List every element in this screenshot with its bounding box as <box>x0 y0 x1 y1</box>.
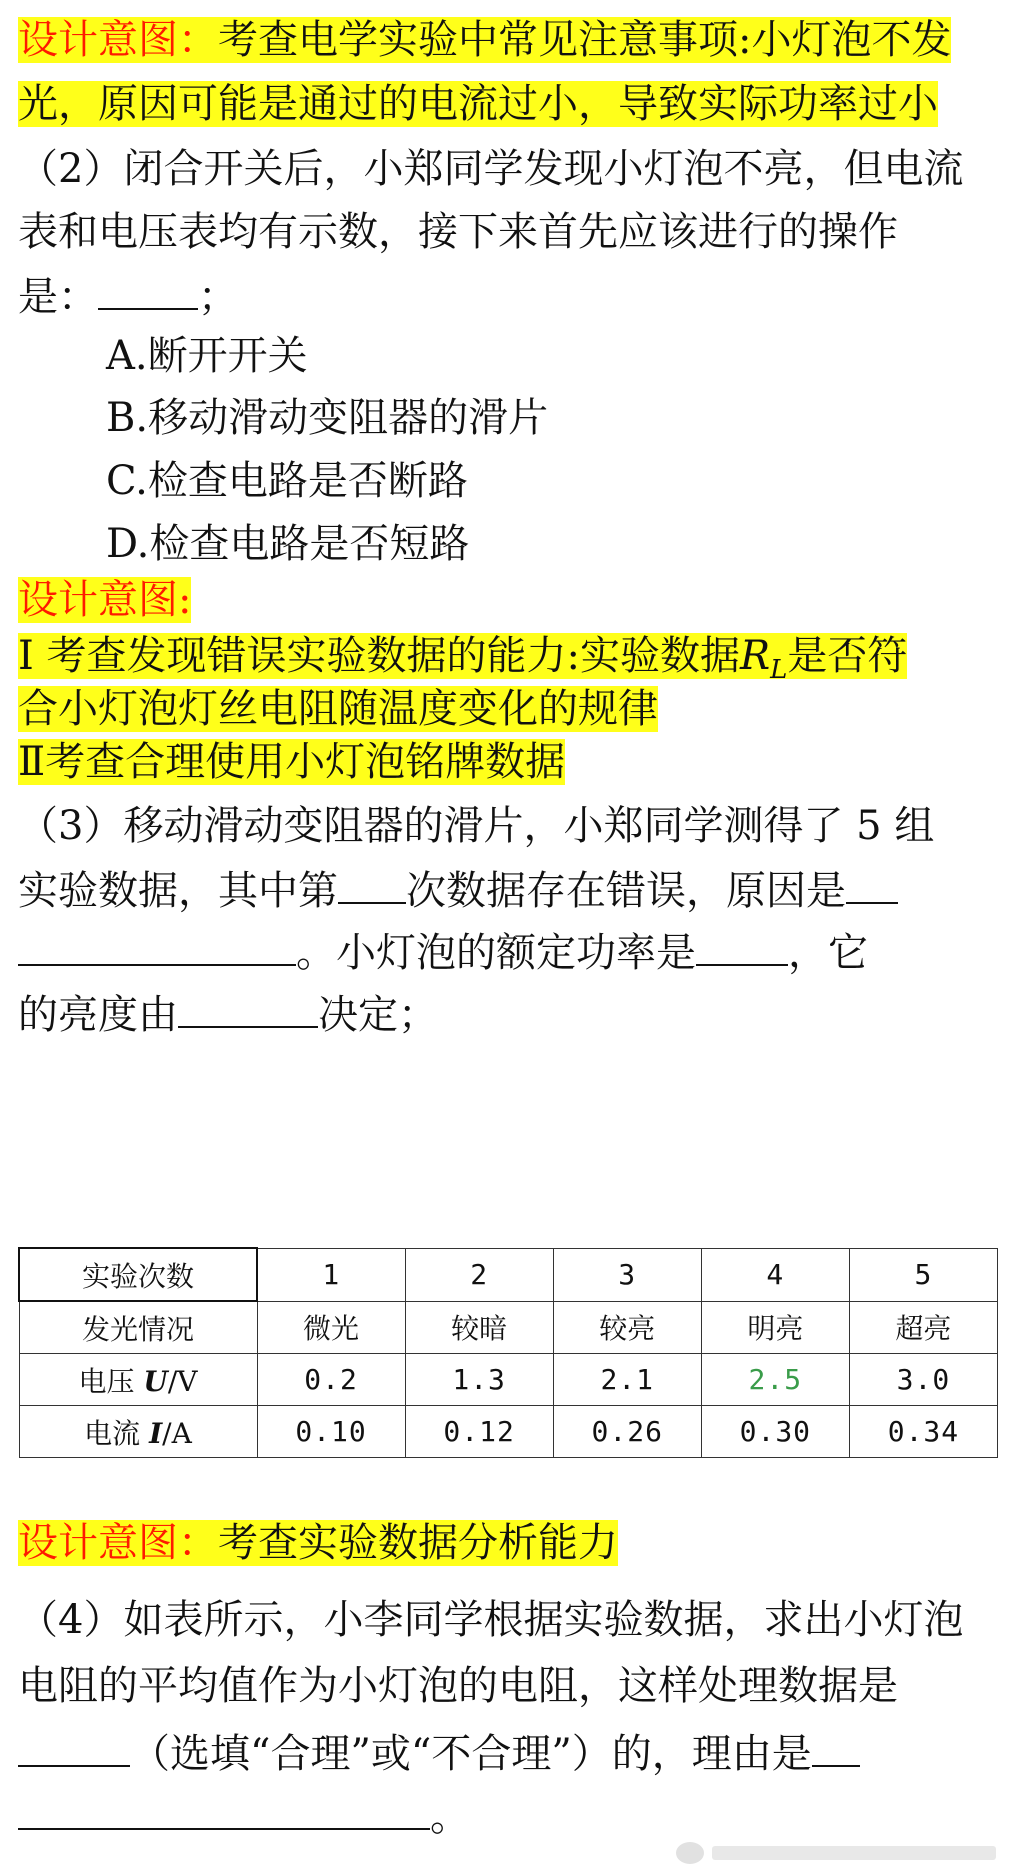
option-c[interactable]: C.检查电路是否断路 <box>106 458 468 504</box>
q3-intent-item1-line2 <box>18 683 658 735</box>
answer-blank[interactable] <box>18 1788 430 1830</box>
watermark-text-blur <box>712 1846 996 1860</box>
q3-text: 的亮度由 <box>18 992 178 1038</box>
table-row-label <box>19 1406 257 1458</box>
answer-blank[interactable] <box>98 268 198 310</box>
q4-line3 <box>18 1725 860 1780</box>
table-cell-highlighted: 2.5 <box>701 1354 849 1406</box>
answer-blank[interactable] <box>18 924 296 966</box>
table-row <box>19 1301 998 1354</box>
option-a[interactable]: A.断开开关 <box>106 333 308 379</box>
table-cell: 5 <box>849 1248 997 1301</box>
table-cell: 0.10 <box>257 1406 405 1458</box>
intent-label: 设计意图： <box>18 17 218 63</box>
q4-intent-line <box>18 1517 618 1569</box>
q4-line4 <box>18 1788 470 1843</box>
q3-text: ，它 <box>788 930 868 976</box>
answer-blank[interactable] <box>18 1725 130 1767</box>
label-unit: /A <box>162 1416 192 1450</box>
q4-text: 。 <box>430 1794 470 1840</box>
answer-blank[interactable] <box>846 862 898 904</box>
table-cell: 0.34 <box>849 1406 997 1458</box>
table-cell: 较暗 <box>405 1301 553 1354</box>
answer-blank[interactable] <box>812 1725 860 1767</box>
q3-line1: （3）移动滑动变阻器的滑片，小郑同学测得了 5 组 <box>18 803 935 849</box>
q3-text: 。小灯泡的额定功率是 <box>296 930 696 976</box>
option-d[interactable]: D.检查电路是否短路 <box>106 521 470 567</box>
intent-text: 考查电学实验中常见注意事项:小灯泡不发 <box>218 17 952 63</box>
q3-line4 <box>18 986 438 1041</box>
table-cell: 明亮 <box>701 1301 849 1354</box>
intent-text: 考查实验数据分析能力 <box>218 1520 618 1566</box>
table-cell: 较亮 <box>553 1301 701 1354</box>
intent-text: 是否符 <box>787 633 908 679</box>
table-cell: 微光 <box>257 1301 405 1354</box>
table-cell: 0.12 <box>405 1406 553 1458</box>
table-cell: 0.2 <box>257 1354 405 1406</box>
symbol-u: U <box>143 1364 168 1398</box>
table-cell: 4 <box>701 1248 849 1301</box>
answer-blank[interactable] <box>178 986 318 1028</box>
table-cell: 1.3 <box>405 1354 553 1406</box>
option-b[interactable]: B.移动滑动变阻器的滑片 <box>106 395 549 441</box>
q3-text: 决定； <box>318 992 438 1038</box>
q2-line3 <box>18 268 238 323</box>
table-cell: 3.0 <box>849 1354 997 1406</box>
table-row <box>19 1248 998 1301</box>
table-cell: 2 <box>405 1248 553 1301</box>
data-table <box>18 1247 998 1458</box>
q3-line2 <box>18 862 898 917</box>
table-cell: 0.26 <box>553 1406 701 1458</box>
symbol-r: R <box>740 633 771 679</box>
q2-suffix: ； <box>198 274 238 320</box>
q2-prefix: 是： <box>18 274 98 320</box>
q3-text: 实验数据，其中第 <box>18 868 338 914</box>
intent-text: 光，原因可能是通过的电流过小，导致实际功率过小 <box>18 81 938 127</box>
answer-blank[interactable] <box>338 862 406 904</box>
q4-line2: 电阻的平均值作为小灯泡的电阻，这样处理数据是 <box>18 1663 898 1709</box>
symbol-i: I <box>149 1416 163 1450</box>
table-cell: 1 <box>257 1248 405 1301</box>
q2-intent-line1 <box>18 14 951 66</box>
label-text: 电压 <box>78 1364 144 1398</box>
chat-bubble-icon <box>676 1842 704 1864</box>
intent-text: I 考查发现错误实验数据的能力:实验数据 <box>18 633 740 679</box>
table-cell: 0.30 <box>701 1406 849 1458</box>
intent-text: Ⅱ考查合理使用小灯泡铭牌数据 <box>18 739 566 785</box>
watermark <box>676 1838 996 1868</box>
intent-text: 合小灯泡灯丝电阻随温度变化的规律 <box>18 686 658 732</box>
answer-blank[interactable] <box>696 924 788 966</box>
q4-text: （选填“合理”或“不合理”）的，理由是 <box>130 1731 812 1777</box>
q3-text: 次数据存在错误，原因是 <box>406 868 846 914</box>
label-text: 电流 <box>84 1416 150 1450</box>
intent-label: 设计意图： <box>18 1520 218 1566</box>
label-unit: /V <box>167 1364 198 1398</box>
table-row-label <box>19 1354 257 1406</box>
table-row-label: 发光情况 <box>19 1301 257 1354</box>
symbol-sub-l: L <box>770 655 788 685</box>
q2-line1: （2）闭合开关后，小郑同学发现小灯泡不亮，但电流 <box>18 146 964 192</box>
table-row <box>19 1406 998 1458</box>
q2-line2: 表和电压表均有示数，接下来首先应该进行的操作 <box>18 209 898 255</box>
table-row-label: 实验次数 <box>19 1248 257 1301</box>
q3-intent-label-line <box>18 574 191 626</box>
table-cell: 超亮 <box>849 1301 997 1354</box>
table-cell: 2.1 <box>553 1354 701 1406</box>
q4-line1: （4）如表所示，小李同学根据实验数据，求出小灯泡 <box>18 1597 964 1643</box>
intent-label: 设计意图: <box>18 577 192 623</box>
table-row <box>19 1354 998 1406</box>
q2-intent-line2 <box>18 78 938 130</box>
q3-intent-item2 <box>18 736 565 788</box>
table-cell: 3 <box>553 1248 701 1301</box>
q3-line3 <box>18 924 868 979</box>
